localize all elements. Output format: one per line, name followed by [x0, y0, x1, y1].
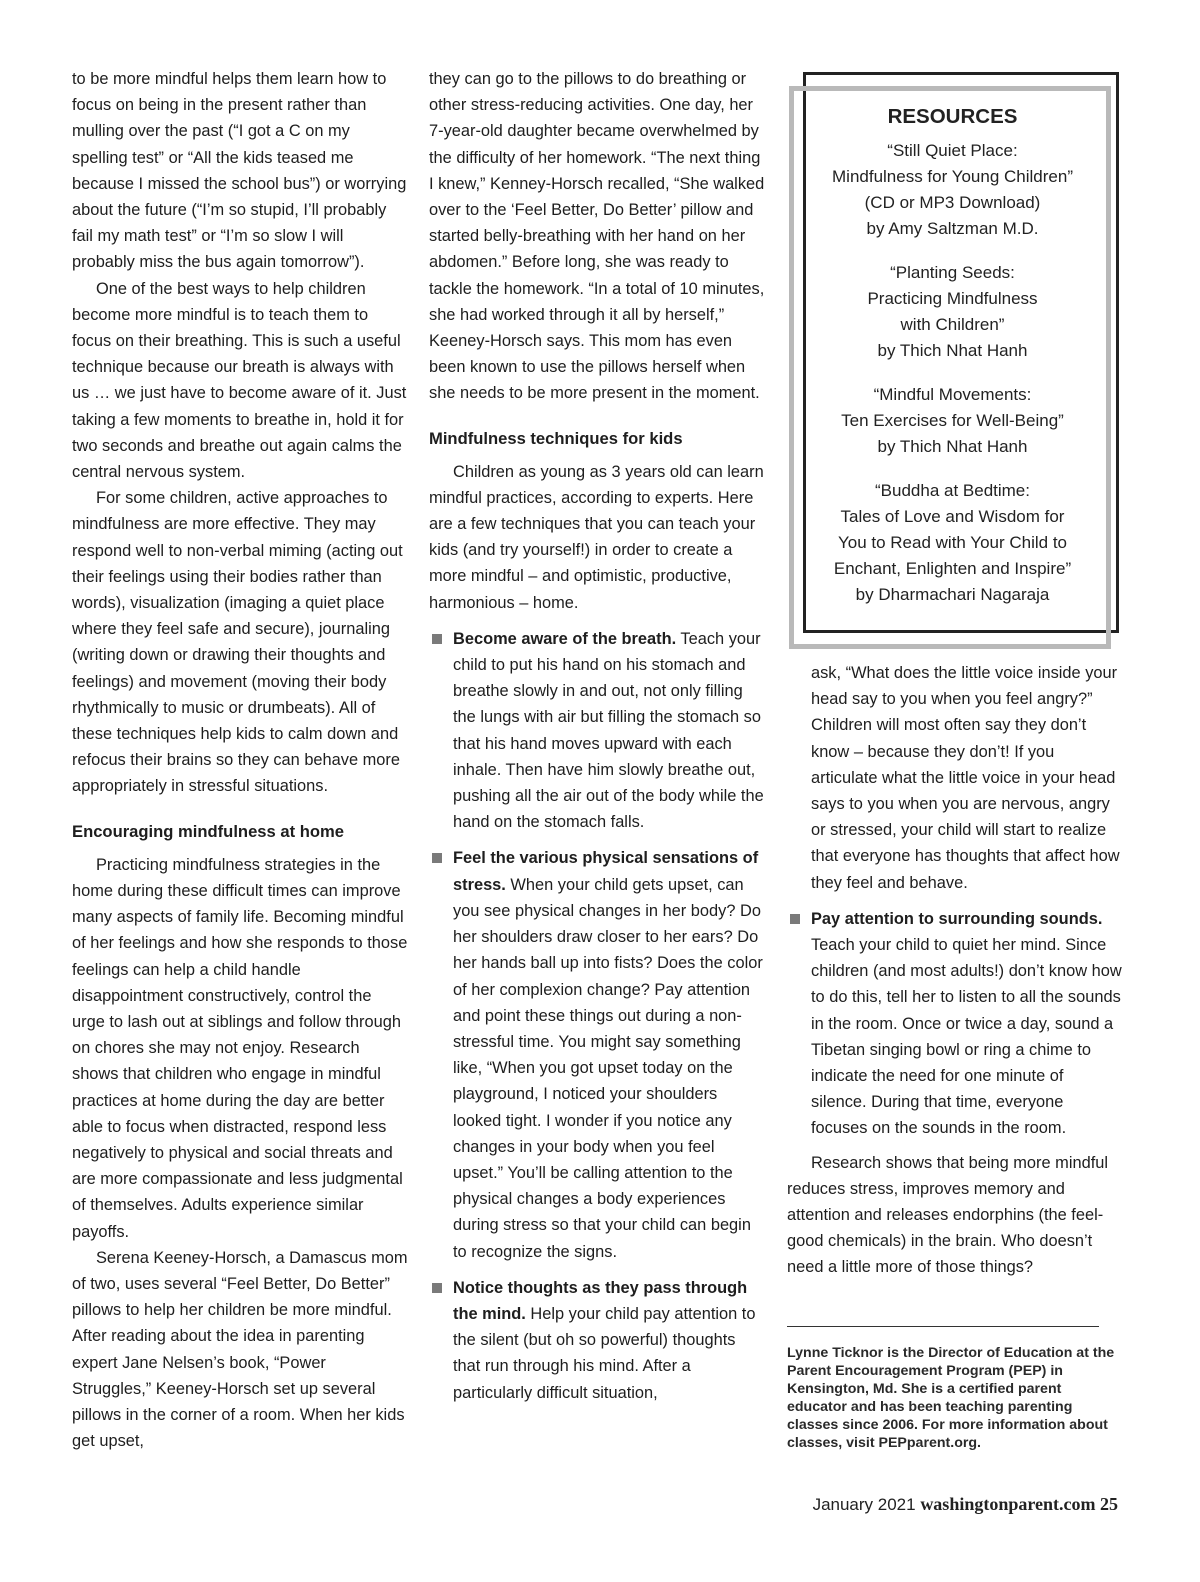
author-bio: Lynne Ticknor is the Director of Education at the Parent Encouragement Program (PEP) in Kensington, Md. She is a certified parent educator and has been teaching parenting classes since 2006. For more information about classes, visit PEPparent.org. — [787, 1345, 1115, 1451]
resource-line: “Mindful Movements: — [873, 385, 1032, 404]
bullet-square-icon — [790, 914, 800, 924]
bullet-square-icon — [432, 853, 442, 863]
resource-line: Mindfulness for Young Children” — [832, 167, 1073, 186]
resource-item — [800, 260, 1105, 364]
resource-line: “Planting Seeds: — [890, 263, 1015, 282]
resources-box — [800, 102, 1105, 626]
bullet-title: Notice thoughts as they pass through the mind. — [453, 1278, 748, 1323]
bullet-title: Pay attention to surrounding sounds. — [811, 909, 1103, 928]
bullet-title: Feel the various physical sensations of stress. — [453, 849, 759, 894]
bullet-item — [429, 1275, 767, 1406]
paragraph: to be more mindful helps them learn how to focus on being in the present rather than mulling over the past (“I got a C on my spelling test” or “All the kids teased me because I missed the school bus”) or worrying about the future (“I’m so stupid, I’ll probably fail my math test” or “I’m so slow I will probably miss the bus again tomorrow”). — [72, 70, 407, 272]
resource-line: “Still Quiet Place: — [887, 141, 1018, 160]
bullet-item — [429, 626, 767, 836]
resource-item — [800, 478, 1105, 608]
paragraph: Research shows that being more mindful reduces stress, improves memory and attention and releases endorphins (the feel-good chemicals) in the brain. Who doesn’t need a little more of those things? — [787, 1153, 1109, 1277]
resource-line: Tales of Love and Wisdom for — [840, 507, 1065, 526]
paragraph: For some children, active approaches to mindfulness are more effective. They may respond well to non-verbal miming (acting out their feelings using their bodies rather than words), visualization (imaging a quiet place where they feel safe and secure), journaling (writing down or drawing their thoughts and feelings) and movement (moving their body rhythmically to music or drumbeats). All of these techniques help kids to calm down and refocus their brains so they can behave more appropriately in stressful situations. — [72, 489, 403, 796]
resource-line: with Children” — [900, 315, 1005, 334]
footer-date: January 2021 — [812, 1495, 921, 1514]
bullet-text-continued: ask, “What does the little voice inside your head say to you when you feel angry?” Children will most often say they don’t know – because they don’t! If you articulate what the little voice in your head says to you when you are nervous, angry or stressed, your child will start to realize that everyone has thoughts that affect how they feel and behave. — [811, 664, 1120, 892]
resource-line: Enchant, Enlighten and Inspire” — [833, 559, 1072, 578]
paragraph: One of the best ways to help children become more mindful is to teach them to focus on their breathing. This is such a useful technique because our breath is always with us … we just have to become aware of it. Just taking a few moments to breathe in, hold it for two seconds and breathe out again calms the central nervous system. — [72, 279, 407, 482]
bullet-square-icon — [432, 1283, 442, 1293]
section-heading: Encouraging mindfulness at home — [72, 821, 344, 841]
resource-line: by Thich Nhat Hanh — [877, 341, 1028, 360]
page-number: 25 — [1095, 1494, 1118, 1514]
resource-line: Ten Exercises for Well-Being” — [841, 411, 1064, 430]
paragraph: Children as young as 3 years old can learn mindful practices, according to experts. Here are a few techniques that you can teach your kids (and try yourself!) in order to create a more mindful – and optimistic, productive, harmonious – home. — [429, 462, 764, 612]
paragraph: Practicing mindfulness strategies in the home during these difficult times can improve many aspects of family life. Becoming mindful of her feelings and how she responds to those feelings can help a child handle disappointment constructively, control the urge to lash out at siblings and follow through on chores she may not enjoy. Research shows that children who engage in mindful practices at home during the day are better able to focus when distracted, respond less negatively to physical and social threats and are more compassionate and less judgmental of themselves. Adults experience similar payoffs. — [72, 855, 408, 1241]
bullet-text: Teach your child to quiet her mind. Since children (and most adults!) don’t know how to do this, tell her to listen to all the sounds in the room. Once or twice a day, sound a Tibetan singing bowl or ring a chime to indicate the need for one minute of silence. During that time, everyone focuses on the sounds in the room. — [811, 936, 1122, 1138]
resource-line: by Amy Saltzman M.D. — [866, 219, 1039, 238]
article-column-1 — [72, 66, 408, 1454]
bullet-text: When your child gets upset, can you see physical changes in her body? Do her shoulders draw closer to her ears? Do her hands ball up into fists? Does the color of her complexion change? Pay attention and point these things out during a non-stressful time. You might say something like, “When you got upset today on the playground, I noticed your shoulders looked tight. I wonder if you notice any changes in your body when you feel upset.” You’ll be calling attention to the physical changes a body experiences during stress so that your child can begin to recognize the signs. — [453, 875, 763, 1261]
resources-title: RESOURCES — [887, 105, 1018, 128]
resource-item — [800, 138, 1105, 242]
bullet-square-icon — [432, 634, 442, 644]
resource-line: (CD or MP3 Download) — [864, 193, 1041, 212]
page-footer — [813, 1494, 1118, 1515]
resource-line: “Buddha at Bedtime: — [875, 481, 1030, 500]
resource-line: by Dharmachari Nagaraja — [855, 585, 1050, 604]
bullet-text: Teach your child to put his hand on his stomach and breathe slowly in and out, not only filling the lungs with air but filling the stomach so that his hand moves upward with each inhale. Then have him slowly breathe out, pushing all the air out of the body while the hand on the stomach falls. — [453, 629, 764, 832]
resource-item — [800, 382, 1105, 460]
resource-line: by Thich Nhat Hanh — [877, 437, 1028, 456]
bullet-item — [429, 845, 767, 1264]
article-column-3 — [787, 660, 1122, 1281]
article-column-2 — [429, 66, 767, 1406]
bullet-item — [787, 906, 1122, 1142]
bio-divider — [787, 1326, 1099, 1327]
section-heading: Mindfulness techniques for kids — [429, 428, 683, 448]
paragraph: Serena Keeney-Horsch, a Damascus mom of two, uses several “Feel Better, Do Better” pillows to help her children be more mindful. After reading about the idea in parenting expert Jane Nelsen’s book, “Power Struggles,” Keeney-Horsch set up several pillows in the corner of a room. When her kids get upset, — [72, 1248, 408, 1451]
resource-line: You to Read with Your Child to — [837, 533, 1068, 552]
bullet-title: Become aware of the breath. — [453, 629, 677, 648]
paragraph: they can go to the pillows to do breathing or other stress-reducing activities. One day, her 7-year-old daughter became overwhelmed by the difficulty of her homework. “The next thing I knew,” Kenney-Horsch recalled, “She walked over to the ‘Feel Better, Do Better’ pillow and started belly-breathing with her hand on her abdomen.” Before long, she was ready to tackle the homework. “In a total of 10 minutes, she had worked through it all by herself,” Keeney-Horsch says. This mom has even been known to use the pillows herself when she needs to be more present in the moment. — [429, 70, 765, 403]
footer-site: washingtonparent.com — [920, 1494, 1096, 1514]
resource-line: Practicing Mindfulness — [867, 289, 1038, 308]
bullet-text: Help your child pay attention to the silent (but oh so powerful) thoughts that run through his mind. After a particularly difficult situation, — [453, 1304, 756, 1402]
